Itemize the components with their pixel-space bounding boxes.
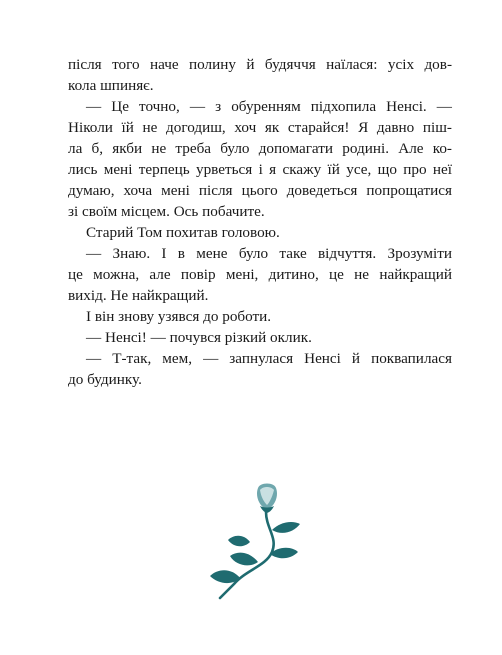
text-line: — Т-так, мем, — запнулася Ненсі й поквапилася: [86, 350, 452, 367]
text-line: це можна, але повір мені, дитино, це не найкращий: [68, 266, 452, 283]
text-line: — Ненсі! — почувся різкий оклик.: [86, 329, 312, 346]
text-line: вихід. Не найкращий.: [68, 287, 209, 304]
text-line: кола шпиняє.: [68, 77, 154, 94]
rose-leaf: [272, 522, 300, 533]
text-line: Ніколи їй не догодиш, хоч як старайся! Я давно піш-: [68, 119, 452, 136]
text-line: зі своїм місцем. Ось побачите.: [68, 203, 265, 220]
text-line: — Це точно, — з обуренням підхопила Ненсі. —: [86, 98, 452, 115]
rose-leaf: [230, 553, 258, 566]
text-line: ла б, якби не треба було допомагати родині. Але ко-: [68, 140, 452, 157]
text-line: думаю, хоча мені після цього доведеться попрощатися: [68, 182, 452, 199]
body-text: [68, 54, 452, 390]
text-line: після того наче полину й будяччя наїлася: усіх дов-: [68, 56, 452, 73]
text-line: до будинку.: [68, 371, 142, 388]
rose-leaf: [210, 570, 240, 583]
text-line: І він знову узявся до роботи.: [86, 308, 272, 325]
rose-flower-icon: [200, 480, 320, 600]
text-line: — Знаю. І в мене було таке відчуття. Зрозуміти: [86, 245, 452, 262]
text-line: лись мені терпець урветься і я скажу їй усе, що про неї: [68, 161, 452, 178]
rose-leaf: [228, 536, 250, 547]
text-line: Старий Том похитав головою.: [86, 224, 280, 241]
rose-illustration: [200, 480, 320, 600]
